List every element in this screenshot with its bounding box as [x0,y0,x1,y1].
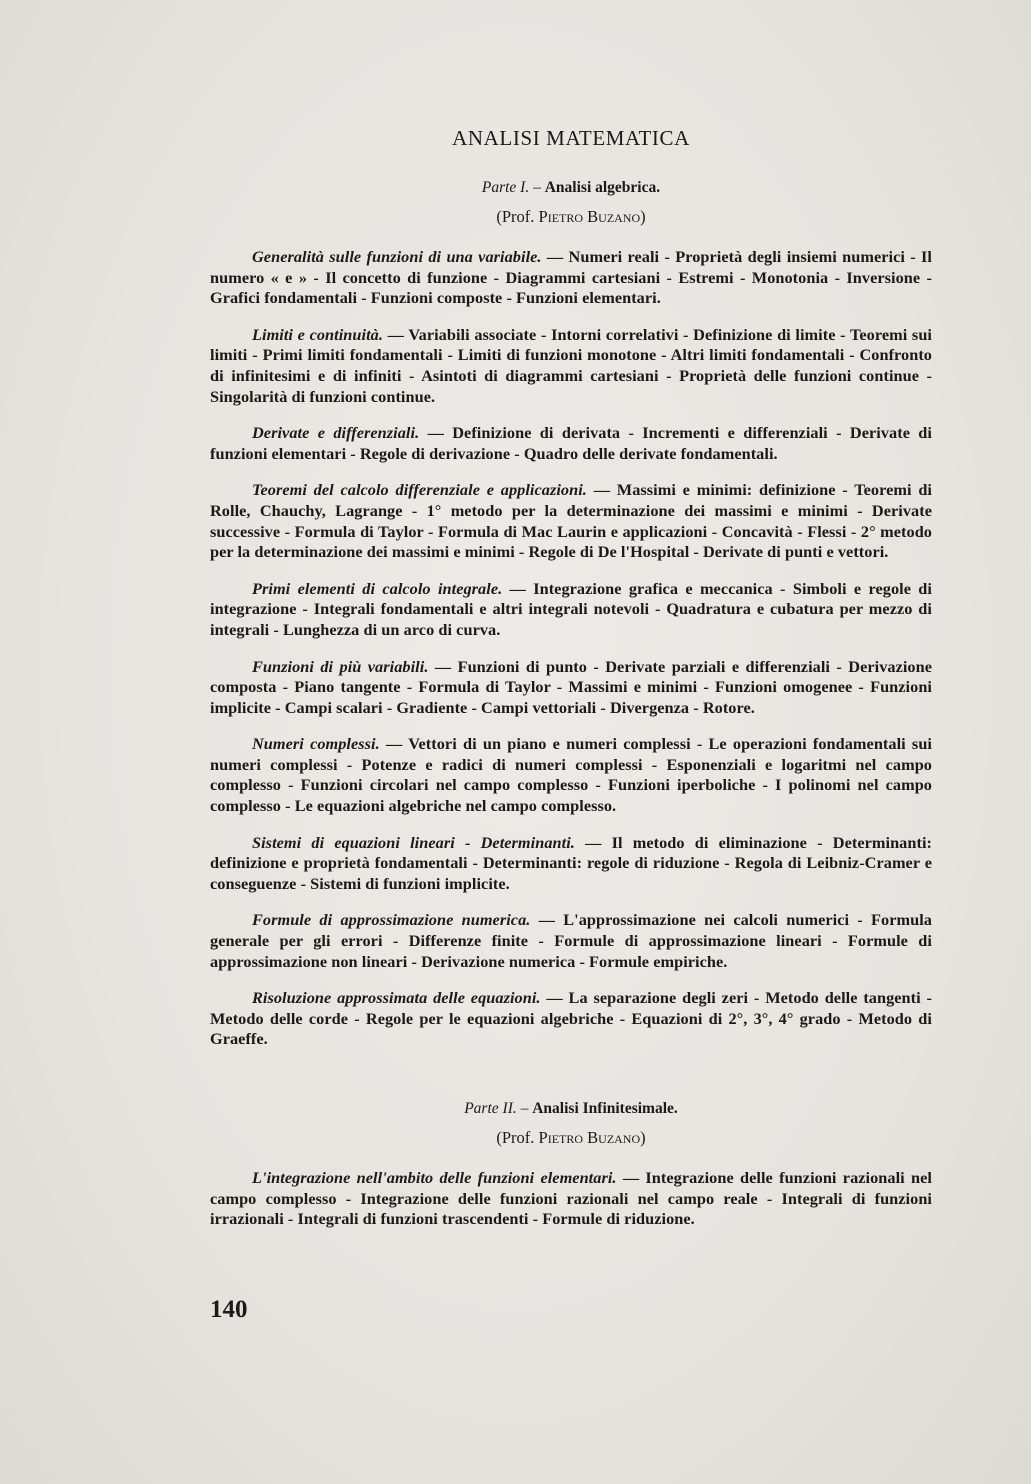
part-1-professor-name: Pietro Buzano [538,207,641,226]
section-spacer [210,1066,932,1100]
page-number: 140 [210,1296,248,1323]
topic-body: — Vettori di un piano e numeri complessi - Le operazioni fondamentali sui numeri complessi - Potenze e radici di numeri complessi - Esponenziali e logaritmi nel campo complesso - Funzioni circolari nel campo complesso - Funzioni iperboliche - I polinomi nel campo complesso - Le equazioni algebriche nel campo complesso. [210,734,933,816]
topic-body: — Massimi e minimi: definizione - Teoremi di Rolle, Chauchy, Lagrange - 1° metodo per la determinazione dei massimi e minimi - Derivate successive - Formula di Taylor - Formula di Mac Laurin e applicazioni - Concavità - Flessi - 2° metodo per la determinazione dei massimi e minimi - Regole di De l'Hospital - Derivate di punti e vettori. [210,480,932,562]
topic-title: Generalità sulle funzioni di una variabile. [252,247,542,266]
topic-paragraph [210,910,932,972]
topic-title: Numeri complessi. [252,734,380,754]
topic-paragraph [210,833,932,895]
topic-body: — Funzioni di punto - Derivate parziali e differenziali - Derivazione composta - Piano tangente - Formula di Taylor - Massimi e minimi - Funzioni omogenee - Funzioni implicite - Campi scalari - Gradiente - Campi vettoriali - Divergenza - Rotore. [210,656,932,717]
topic-paragraph [210,579,932,641]
topic-body: — L'approssimazione nei calcoli numerici - Formula generale per gli errori - Differenze finite - Formule di approssimazione lineari - Formule di approssimazione non lineari - Derivazione numerica - Formule empiriche. [210,910,932,971]
topic-paragraph [210,247,932,309]
topic-paragraph [210,1168,932,1230]
part-2-professor-name: Pietro Buzano [538,1128,641,1147]
part-1-dash: – [533,179,541,196]
topic-body: — Definizione di derivata - Incrementi e differenziali - Derivate di funzioni elementari - Regole di derivazione - Quadro delle derivate fondamentali. [210,423,932,463]
topic-paragraph [210,734,932,816]
part-2-professor-prefix: (Prof. [496,1128,535,1147]
topic-title: Sistemi di equazioni lineari - Determinanti. [252,832,575,852]
part-1-title: Analisi algebrica. [544,179,661,196]
topic-paragraph [210,480,932,562]
part-2-dash: – [520,1100,529,1117]
part-2-professor-suffix: ) [640,1128,646,1147]
part-2-heading [210,1100,932,1118]
topic-paragraph [210,988,932,1050]
topic-title: Teoremi del calcolo differenziale e applicazioni. [252,480,587,500]
part-2-professor [210,1128,932,1148]
topic-title: Funzioni di più variabili. [252,656,429,676]
topic-body: — Integrazione delle funzioni razionali nel campo complesso - Integrazione delle funzioni razionali nel campo reale - Integrali di funzioni irrazionali - Integrali di funzioni trascendenti - Formule di riduzione. [210,1168,932,1229]
topic-paragraph [210,657,932,719]
topic-title: Formule di approssimazione numerica. [252,910,531,930]
topic-body: — Variabili associate - Intorni correlativi - Definizione di limite - Teoremi sui limiti - Primi limiti fondamentali - Limiti di funzioni monotone - Altri limiti fondamentali - Confronto di infinitesimi e di infiniti - Asintoti di diagrammi cartesiani - Proprietà delle funzioni continue - Singolarità di funzioni continue. [210,324,933,406]
topic-title: Risoluzione approssimata delle equazioni. [252,988,541,1008]
topic-body: — La separazione degli zeri - Metodo delle tangenti - Metodo delle corde - Regole per le equazioni algebriche - Equazioni di 2°, 3°, 4° grado - Metodo di Graeffe. [210,988,933,1049]
topic-paragraph [210,423,932,464]
topic-paragraph [210,325,932,407]
part-2-label: Parte II. [464,1100,517,1117]
topic-body: — Integrazione grafica e meccanica - Simboli e regole di integrazione - Integrali fondamentali e altri integrali notevoli - Quadratura e cubatura per mezzo di integrali - Lunghezza di un arco di curva. [210,578,932,639]
topic-title: Limiti e continuità. [252,324,383,344]
part-1-professor [210,207,932,227]
topic-title: Primi elementi di calcolo integrale. [252,578,503,598]
part-2-title: Analisi Infinitesimale. [532,1100,678,1117]
topic-title: L'integrazione nell'ambito delle funzioni elementari. [252,1168,617,1187]
part-1-heading [210,179,932,197]
topic-title: Derivate e differenziali. [252,423,420,443]
topic-body: — Numeri reali - Proprietà degli insiemi numerici - Il numero « e » - Il concetto di funzione - Diagrammi cartesiani - Estremi - Monotonia - Inversione - Grafici fondamentali - Funzioni composte - Funzioni elementari. [210,247,933,308]
topic-body: — Il metodo di eliminazione - Determinanti: definizione e proprietà fondamentali - Determinanti: regole di riduzione - Regola di Leibniz-Cramer e conseguenze - Sistemi di funzioni implicite. [210,832,932,893]
part-1-label: Parte I. [481,179,530,196]
part-1-professor-suffix: ) [640,207,646,226]
page-content [210,126,932,1246]
page-title: ANALISI MATEMATICA [452,126,690,150]
part-1-professor-prefix: (Prof. [496,207,535,226]
